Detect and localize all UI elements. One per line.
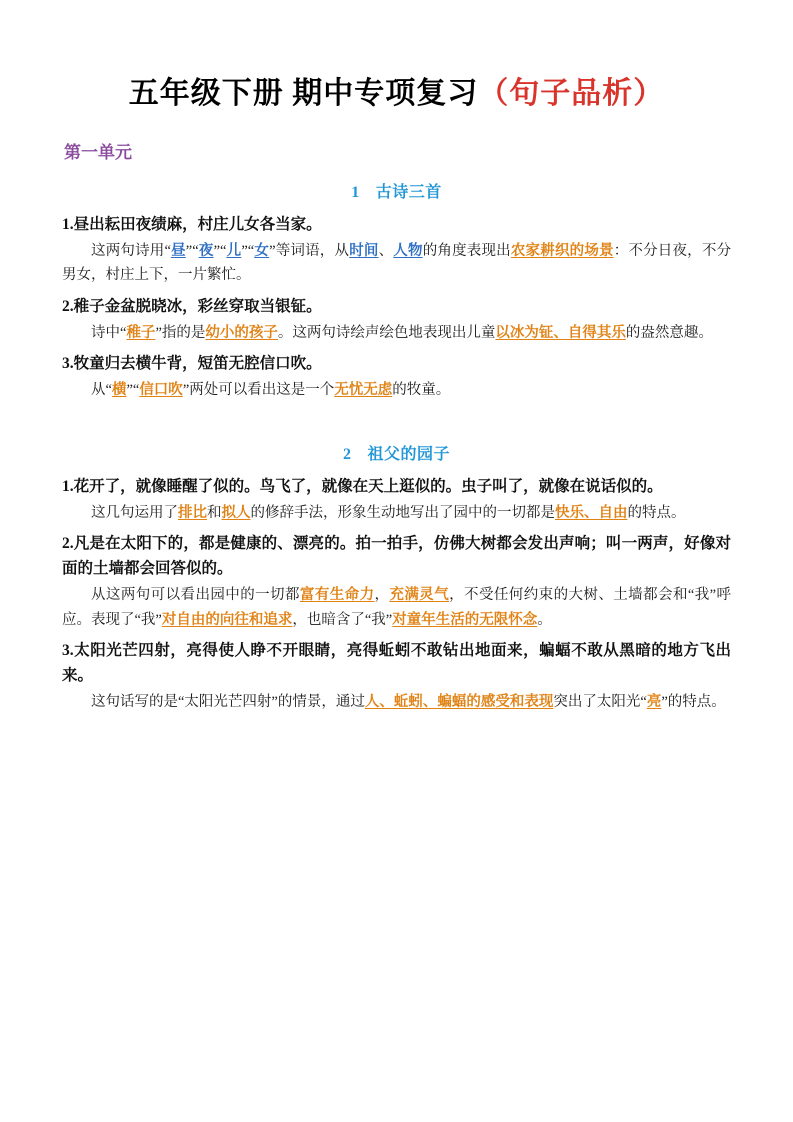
analysis-text: ”“ [213,243,227,260]
analysis-text: 从“ [91,382,112,399]
analysis-text: ”两处可以看出这是一个 [182,382,335,399]
analysis-text: ”指的是 [155,324,206,341]
lesson-heading [62,179,731,202]
highlight-keyword: 人物 [393,243,423,260]
analysis-text: 。 [537,611,552,628]
question-sentence: 1.昼出耘田夜绩麻，村庄儿女各当家。 [62,216,322,233]
analysis-text: ”“ [185,243,199,260]
highlight-key-phrase: 充满灵气 [389,587,450,604]
question-sentence: 2.稚子金盆脱晓冰，彩丝穿取当银钲。 [62,297,322,315]
lesson-number: 1 [351,184,360,201]
analysis-text: 的牧童。 [392,382,451,399]
question-sentence: 2.凡是在太阳下的，都是健康的、漂亮的。拍一拍手，仿佛大树都会发出声响；叫一两声，好像对面的土墙都会回答似的。 [62,535,731,578]
analysis-text: 的特点。 [627,504,686,521]
analysis-text: ”“ [241,243,255,260]
lesson-name: 祖父的园子 [367,445,450,463]
analysis-text: ， [374,587,390,604]
analysis-text: 从这两句可以看出园中的一切都 [91,587,300,604]
analysis-text: ”“ [126,382,140,399]
highlight-key-phrase: 对童年生活的无限怀念 [392,611,538,628]
analysis-text: 诗中“ [91,324,127,341]
analysis-paragraph [62,501,731,525]
highlight-key-phrase: 快乐、自由 [555,504,628,521]
lesson-heading [62,441,731,464]
unit-heading: 第一单元 [64,143,132,162]
analysis-paragraph [62,583,731,632]
analysis-text: 这句话写的是“太阳光芒四射”的情景，通过 [91,694,365,711]
highlight-key-phrase: 人、蚯蚓、蝙蝠的感受和表现 [364,694,554,711]
highlight-key-phrase: 无忧无虑 [334,382,393,399]
highlight-key-phrase: 横 [111,382,127,399]
analysis-text: 和 [207,504,222,521]
question-sentence: 3.牧童归去横牛背，短笛无腔信口吹。 [62,355,322,373]
analysis-text: 突出了太阳光“ [553,694,647,711]
lesson-name: 古诗三首 [375,184,442,201]
analysis-text: 的盎然意趣。 [625,324,713,341]
highlight-keyword: 昼 [170,243,186,260]
analysis-text: ”的特点。 [661,694,726,711]
analysis-text: 的角度表现出 [422,243,511,260]
page-title-main: 五年级下册 期中专项复习 [128,77,479,110]
section-spacer [62,409,731,425]
highlight-key-phrase: 幼小的孩子 [205,324,278,341]
analysis-text: 。这两句诗绘声绘色地表现出儿童 [277,324,496,341]
analysis-text: ”等词语，从 [269,243,350,260]
question-sentence: 1.花开了，就像睡醒了似的。鸟飞了，就像在天上逛似的。虫子叫了，就像在说话似的。 [62,477,663,495]
analysis-paragraph [62,239,731,288]
page-title [62,68,731,112]
highlight-key-phrase: 稚子 [126,324,156,341]
analysis-text: 这几句运用了 [91,504,178,521]
highlight-keyword: 时间 [349,243,379,260]
analysis-text: ：不分日夜，不分男女，村庄上下，一片繁忙。 [62,243,732,284]
highlight-key-phrase: 亮 [646,694,662,711]
question-sentence: 3.太阳光芒四射，亮得使人睁不开眼睛，亮得蚯蚓不敢钻出地面来，蝙蝠不敢从黑暗的地方飞出来。 [62,642,731,685]
highlight-key-phrase: 以冰为钲、自得其乐 [495,324,626,341]
analysis-paragraph [62,690,731,714]
analysis-text: 这两句诗用“ [91,243,171,260]
highlight-key-phrase: 排比 [178,504,207,521]
analysis-paragraph [62,321,731,345]
analysis-text: 、 [378,243,394,260]
highlight-key-phrase: 农家耕织的场景 [510,243,614,260]
page-title-paren: （句子品析） [478,77,665,110]
analysis-paragraph [62,378,731,402]
highlight-keyword: 儿 [226,243,242,260]
analysis-text: ，也暗含了“我” [292,611,393,628]
analysis-text: ，不受任何约束的大树、土墙都会和“我”呼应。表现了“我” [62,587,732,628]
highlight-key-phrase: 拟人 [221,504,251,521]
analysis-text: 的修辞手法，形象生动地写出了园中的一切都是 [250,504,555,521]
lesson-number: 2 [342,445,352,463]
lessons-container [62,179,731,715]
highlight-key-phrase: 对自由的向往和追求 [161,611,293,628]
highlight-key-phrase: 富有生命力 [299,587,375,604]
highlight-keyword: 夜 [198,243,214,260]
highlight-keyword: 女 [254,243,270,260]
highlight-key-phrase: 信口吹 [139,382,183,399]
